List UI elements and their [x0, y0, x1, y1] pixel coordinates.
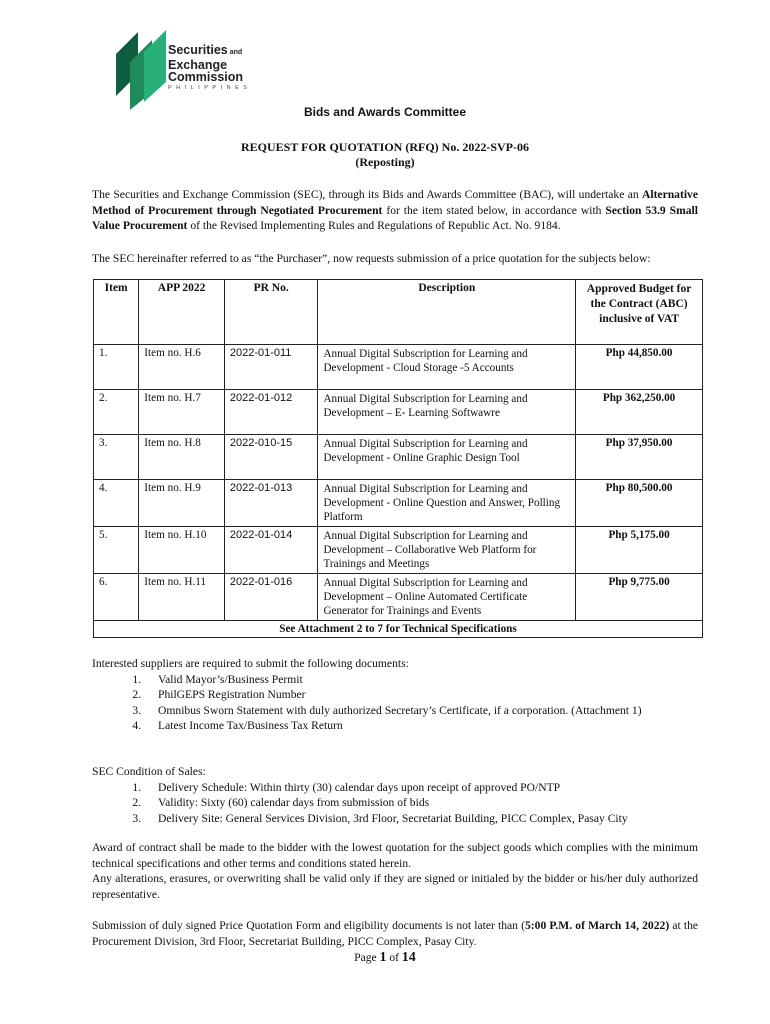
cell-item: 4.: [94, 480, 139, 527]
cell-abc: Php 5,175.00: [576, 527, 703, 574]
logo-shape-right: [144, 30, 166, 102]
header-abc: Approved Budget for the Contract (ABC) inclusive of VAT: [576, 280, 703, 345]
rfq-subtitle: (Reposting): [355, 155, 415, 169]
table-row: [94, 435, 703, 480]
intro-section-ref: Section 53.9 Small Value Procurement: [92, 203, 699, 232]
table-row: [94, 574, 703, 621]
cell-description: Annual Digital Subscription for Learning and Development - Online Question and Answer, Polling Platform: [318, 480, 576, 527]
cell-item: 5.: [94, 527, 139, 574]
rfq-title: REQUEST FOR QUOTATION (RFQ) No. 2022-SVP-06: [240, 140, 529, 154]
submission-deadline: 5:00 P.M. of March 14, 2022): [525, 919, 670, 932]
intro-procurement-method: Alternative Method of Procurement through Negotiated Procurement: [92, 188, 698, 217]
table-footer-row: [94, 621, 703, 638]
items-table: [93, 279, 703, 638]
logo-country: PHILIPPINES: [168, 85, 252, 91]
logo-line3: Commission: [168, 70, 244, 84]
logo-line1: Securities: [168, 43, 228, 57]
table-row: [94, 345, 703, 390]
list-item: 1. Valid Mayor’s/Business Permit: [144, 672, 702, 688]
cell-app: Item no. H.6: [139, 345, 225, 390]
sales-intro: SEC Condition of Sales:: [92, 765, 206, 778]
rfq-title-block: [0, 140, 770, 170]
logo-and: and: [229, 49, 243, 56]
cell-description: Annual Digital Subscription for Learning and Development – Collaborative Web Platform for Trainings and Meetings: [318, 527, 576, 574]
purchaser-paragraph: The SEC hereinafter referred to as “the Purchaser”, now requests submission of a price quotation for the subjects below:: [92, 252, 651, 265]
table-row: [94, 527, 703, 574]
intro-text-a: The Securities and Exchange Commission (SEC), through its Bids and Awards Committee (BAC), will undertake an: [92, 188, 642, 201]
documents-list: [92, 672, 702, 734]
submission-text-a: Submission of duly signed Price Quotation Form and eligibility documents is not later than (: [92, 919, 525, 932]
table-row: [94, 480, 703, 527]
cell-description: Annual Digital Subscription for Learning and Development - Online Graphic Design Tool: [318, 435, 576, 480]
header-pr: PR No.: [224, 280, 318, 345]
cell-description: Annual Digital Subscription for Learning and Development - Cloud Storage -5 Accounts: [318, 345, 576, 390]
intro-text-c: for the item stated below, in accordance with: [382, 203, 606, 217]
cell-app: Item no. H.7: [139, 390, 225, 435]
list-item: 3. Omnibus Sworn Statement with duly authorized Secretary’s Certificate, if a corporation. (Attachment 1): [144, 703, 702, 719]
submission-paragraph: [92, 918, 698, 949]
footer-current-page: 1: [379, 950, 387, 965]
committee-heading: Bids and Awards Committee: [303, 105, 467, 119]
cell-pr: 2022-01-011: [224, 345, 318, 390]
sales-section: [92, 764, 702, 826]
header-item: Item: [94, 280, 139, 345]
cell-abc: Php 362,250.00: [576, 390, 703, 435]
cell-pr: 2022-01-016: [224, 574, 318, 621]
header-app: APP 2022: [139, 280, 225, 345]
submission-text-c: at the Procurement Division, 3rd Floor, Secretariat Building, PICC Complex, Pasay City.: [92, 919, 699, 948]
cell-app: Item no. H.8: [139, 435, 225, 480]
cell-pr: 2022-01-014: [224, 527, 318, 574]
alterations-text: Any alterations, erasures, or overwriting shall be valid only if they are signed or initialed by the bidder or his/her duly authorized representative.: [92, 872, 698, 901]
cell-abc: Php 37,950.00: [576, 435, 703, 480]
cell-app: Item no. H.9: [139, 480, 225, 527]
table-row: [94, 390, 703, 435]
footer-total-pages: 14: [401, 950, 416, 965]
intro-paragraph: [92, 187, 698, 234]
table-body: [94, 345, 703, 621]
award-text: Award of contract shall be made to the bidder with the lowest quotation for the subject goods which complies with the minimum technical specifications and other terms and conditions stated herein.: [92, 841, 698, 870]
intro-text-e: of the Revised Implementing Rules and Regulations of Republic Act. No. 9184.: [187, 219, 561, 232]
list-item: 4. Latest Income Tax/Business Tax Return: [144, 718, 702, 734]
footer-of-label: of: [389, 952, 399, 964]
list-item: 2. Validity: Sixty (60) calendar days from submission of bids: [144, 795, 702, 811]
cell-pr: 2022-010-15: [224, 435, 318, 480]
page-footer: [0, 950, 770, 966]
cell-item: 2.: [94, 390, 139, 435]
cell-pr: 2022-01-012: [224, 390, 318, 435]
logo-wordmark: [168, 44, 251, 93]
list-item: 3. Delivery Site: General Services Division, 3rd Floor, Secretariat Building, PICC Complex, Pasay City: [144, 811, 702, 827]
list-item: 1. Delivery Schedule: Within thirty (30) calendar days upon receipt of approved PO/NTP: [144, 780, 702, 796]
documents-intro: Interested suppliers are required to submit the following documents:: [92, 657, 409, 670]
list-item: 2. PhilGEPS Registration Number: [144, 687, 702, 703]
cell-description: Annual Digital Subscription for Learning and Development – E- Learning Softwawre: [318, 390, 576, 435]
cell-abc: Php 44,850.00: [576, 345, 703, 390]
cell-abc: Php 80,500.00: [576, 480, 703, 527]
table-header-row: [94, 280, 703, 345]
sales-list: [92, 780, 702, 827]
cell-item: 3.: [94, 435, 139, 480]
award-section: [92, 840, 698, 902]
header-description: Description: [318, 280, 576, 345]
cell-description: Annual Digital Subscription for Learning and Development – Online Automated Certificate Generator for Trainings and Events: [318, 574, 576, 621]
documents-section: [92, 656, 702, 734]
table-footer-note: See Attachment 2 to 7 for Technical Specifications: [94, 621, 703, 638]
cell-pr: 2022-01-013: [224, 480, 318, 527]
cell-item: 6.: [94, 574, 139, 621]
logo-line2: Exchange: [168, 58, 228, 72]
cell-abc: Php 9,775.00: [576, 574, 703, 621]
cell-app: Item no. H.11: [139, 574, 225, 621]
cell-app: Item no. H.10: [139, 527, 225, 574]
cell-item: 1.: [94, 345, 139, 390]
footer-page-label: Page: [354, 952, 377, 964]
